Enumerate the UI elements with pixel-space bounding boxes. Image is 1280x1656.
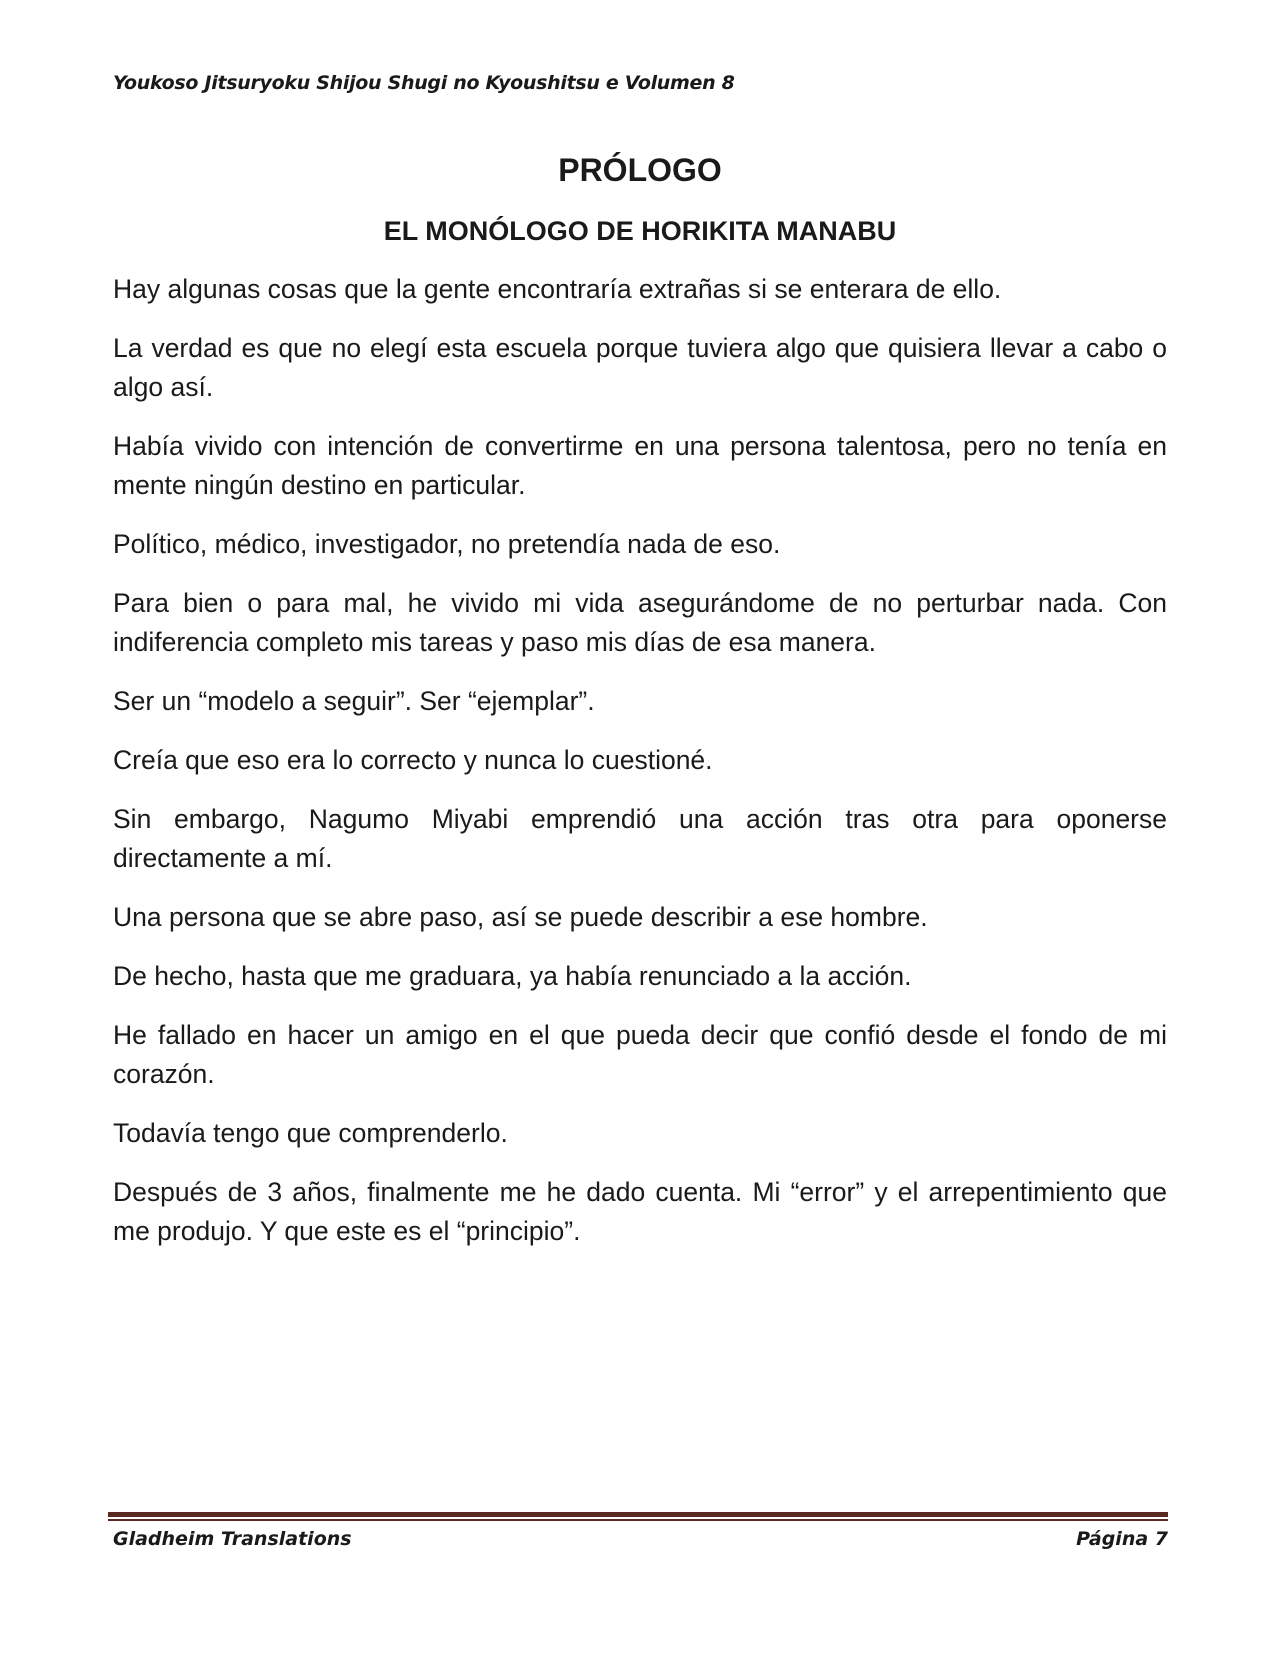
paragraph: Todavía tengo que comprenderlo. [113, 1118, 508, 1148]
footer-divider [108, 1512, 1168, 1522]
footer-page-number: Página 7 [1076, 1528, 1168, 1550]
running-header: Youkoso Jitsuryoku Shijou Shugi no Kyoushitsu e Volumen 8 [113, 72, 735, 94]
footer-publisher: Gladheim Translations [113, 1528, 352, 1550]
paragraph: La verdad es que no elegí esta escuela porque tuviera algo que quisiera llevar a cabo o algo así. [113, 333, 1167, 402]
paragraph: Había vivido con intención de convertirme en una persona talentosa, pero no tenía en mente ningún destino en particular. [113, 431, 1167, 500]
footer-divider-thin [108, 1519, 1168, 1521]
paragraph: Después de 3 años, finalmente me he dado cuenta. Mi “error” y el arrepentimiento que me produjo. Y que este es el “principio”. [113, 1177, 1167, 1246]
paragraph: Sin embargo, Nagumo Miyabi emprendió una acción tras otra para oponerse directamente a mí. [113, 804, 1167, 873]
footer-divider-thick [108, 1512, 1168, 1517]
paragraph: Para bien o para mal, he vivido mi vida asegurándome de no perturbar nada. Con indiferencia completo mis tareas y paso mis días de esa manera. [113, 588, 1167, 657]
paragraph: Hay algunas cosas que la gente encontraría extrañas si se enterara de ello. [113, 274, 1002, 304]
paragraph: Ser un “modelo a seguir”. Ser “ejemplar”. [113, 686, 595, 716]
paragraph: Creía que eso era lo correcto y nunca lo cuestioné. [113, 745, 713, 775]
paragraph: He fallado en hacer un amigo en el que pueda decir que confió desde el fondo de mi corazón. [113, 1020, 1167, 1089]
chapter-title: PRÓLOGO [558, 152, 722, 188]
paragraph: Político, médico, investigador, no pretendía nada de eso. [113, 529, 781, 559]
body-text [113, 270, 1167, 1271]
paragraph: De hecho, hasta que me graduara, ya había renunciado a la acción. [113, 961, 912, 991]
paragraph: Una persona que se abre paso, así se puede describir a ese hombre. [113, 902, 928, 932]
chapter-subtitle: EL MONÓLOGO DE HORIKITA MANABU [383, 216, 897, 246]
